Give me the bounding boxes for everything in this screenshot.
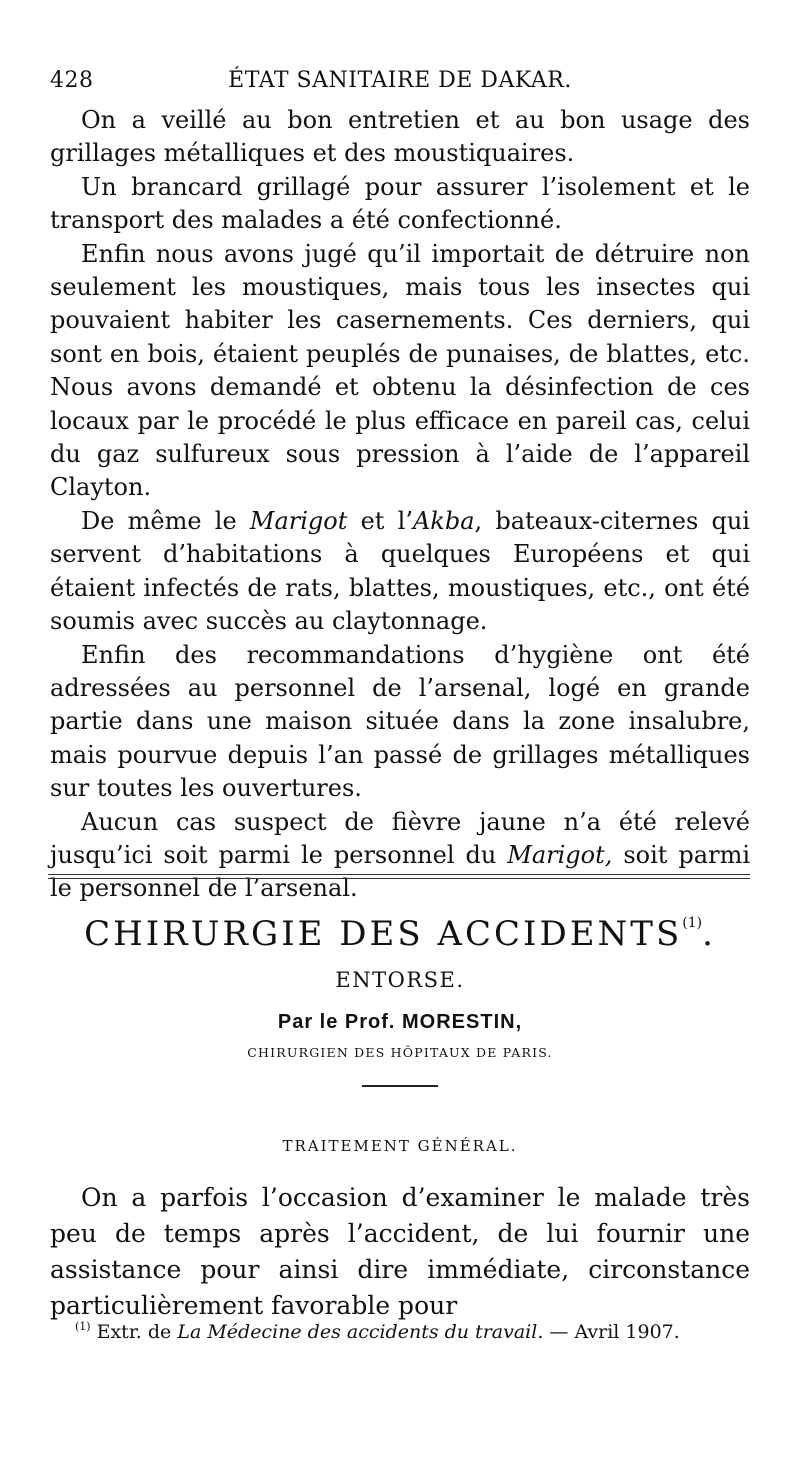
ship-name: Marigot	[249, 506, 348, 535]
article-title: ENTORSE.	[335, 968, 465, 992]
body-text	[50, 104, 750, 906]
text-run: , bateaux-citernes qui servent d’habitations à quelques Européens et qui étaient infectés de rats, blattes, moustiques, etc., ont été soumis avec succès au claytonnage.	[50, 506, 750, 636]
byline: Par le Prof. MORESTIN,	[277, 1011, 523, 1033]
running-header	[50, 68, 750, 98]
paragraph	[50, 806, 750, 906]
text-run: soit parmi le personnel de l’arsenal.	[50, 840, 750, 903]
footnote-marker[interactable]: (1)	[682, 915, 703, 931]
page-number: 428	[50, 68, 94, 93]
footnote-marker: (1)	[75, 1320, 91, 1333]
subsection-title: TRAITEMENT GÉNÉRAL.	[282, 1137, 518, 1155]
paragraph	[50, 505, 750, 639]
paragraph: On a parfois l’occasion d’examiner le malade très peu de temps après l’accident, de lui fournir une assistance pour ainsi dire immédiate, circonstance particulièrement favorable pour	[50, 1183, 750, 1320]
paragraph: Enfin nous avons jugé qu’il importait de détruire non seulement les moustiques, mais tous les insectes qui pouvaient habiter les casernements. Ces derniers, qui sont en bois, étaient peuplés de punaises, de blattes, etc. Nous avons demandé et obtenu la désinfection de ces locaux par le procédé le plus efficace en pareil cas, celui du gaz sulfureux sous pression à l’aide de l’appareil Clayton.	[50, 239, 750, 502]
footnote-text: Extr. de	[96, 1321, 178, 1343]
section-title-period: .	[702, 914, 716, 954]
body-text	[50, 1180, 750, 1324]
footnote-source: La Médecine des accidents du travail.	[177, 1321, 544, 1343]
text-run: De même le	[81, 506, 250, 535]
section-divider	[48, 874, 750, 879]
ship-name: Akba	[412, 506, 475, 535]
section-title	[50, 914, 750, 954]
footnote	[50, 1320, 750, 1343]
footnote-date: — Avril 1907.	[543, 1321, 680, 1343]
author-affiliation: CHIRURGIEN DES HÔPITAUX DE PARIS.	[247, 1045, 553, 1060]
text-run: Aucun cas suspect de fièvre jaune n’a été relevé jusqu’ici soit parmi le personnel du	[50, 807, 750, 869]
text-run: et l’	[347, 506, 413, 535]
paragraph: On a veillé au bon entretien et au bon usage des grillages métalliques et des moustiquaires.	[50, 106, 750, 168]
section-title-text: CHIRURGIE DES ACCIDENTS	[84, 914, 683, 954]
short-divider	[362, 1085, 438, 1087]
paragraph: Un brancard grillagé pour assurer l’isolement et le transport des malades a été confectionné.	[50, 172, 750, 235]
ship-name: Marigot,	[507, 840, 613, 869]
running-title: ÉTAT SANITAIRE DE DAKAR.	[228, 68, 572, 93]
paragraph: Enfin des recommandations d’hygiène ont été adressées au personnel de l’arsenal, logé en grande partie dans une maison située dans la zone insalubre, mais pourvue depuis l’an passé de grillages métalliques sur toutes les ouvertures.	[50, 640, 750, 803]
